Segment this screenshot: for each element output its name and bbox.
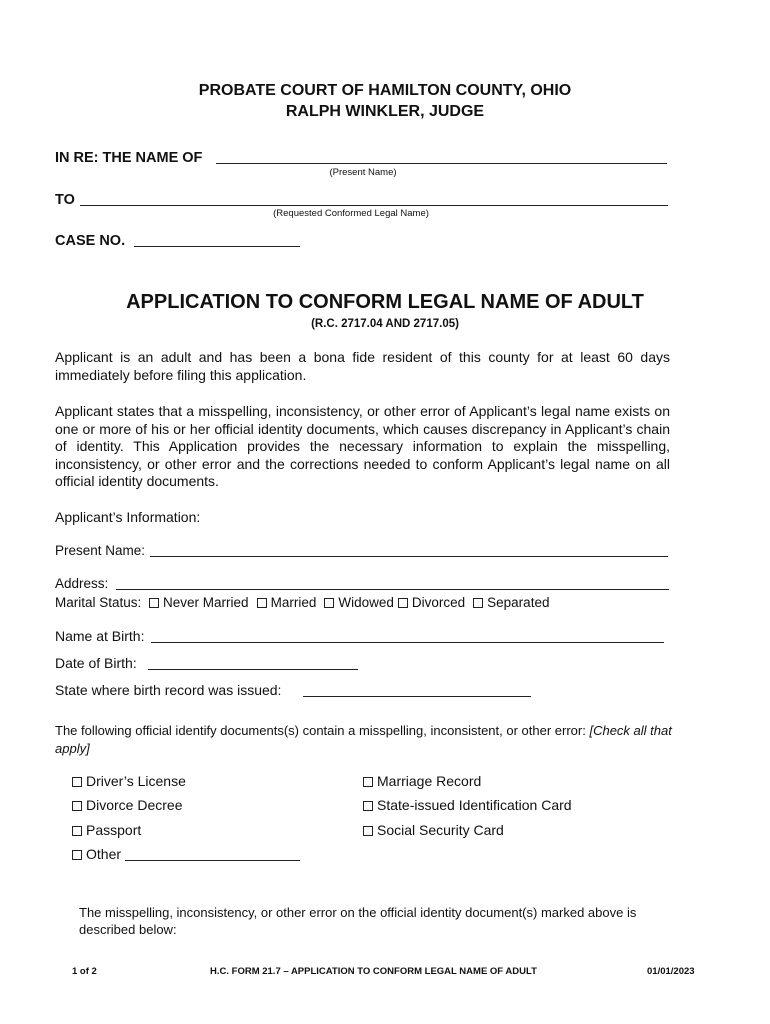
doc-passport[interactable]: Passport — [72, 822, 141, 838]
documents-intro: The following official identify documents(s) contain a misspelling, inconsistent, or other error: [Check all that apply] — [55, 723, 672, 756]
dob-field[interactable] — [148, 669, 358, 670]
marital-married[interactable]: Married — [257, 595, 317, 610]
name-at-birth-label: Name at Birth: — [55, 628, 145, 644]
applicant-info-heading: Applicant’s Information: — [55, 509, 201, 525]
dob-label: Date of Birth: — [55, 655, 137, 671]
court-header — [0, 80, 770, 122]
check-all-note: [Check all that apply] — [55, 723, 672, 756]
in-re-label: IN RE: THE NAME OF — [55, 150, 203, 166]
address-field[interactable] — [116, 589, 669, 590]
checkbox-icon[interactable] — [72, 777, 82, 787]
checkbox-icon[interactable] — [363, 777, 373, 787]
checkbox-icon[interactable] — [72, 801, 82, 811]
doc-other[interactable]: Other — [72, 846, 121, 862]
checkbox-icon[interactable] — [257, 598, 267, 608]
birth-state-label: State where birth record was issued: — [55, 682, 282, 698]
form-footer-name: H.C. FORM 21.7 – APPLICATION TO CONFORM LEGAL NAME OF ADULT — [210, 966, 537, 977]
checkbox-icon[interactable] — [324, 598, 334, 608]
present-name-field[interactable] — [150, 556, 668, 557]
form-date: 01/01/2023 — [647, 966, 695, 977]
marital-widowed[interactable]: Widowed — [324, 595, 394, 610]
doc-social-security-card[interactable]: Social Security Card — [363, 822, 504, 838]
checkbox-icon[interactable] — [398, 598, 408, 608]
marital-never-married[interactable]: Never Married — [149, 595, 249, 610]
to-label: TO — [55, 192, 75, 208]
other-document-field[interactable] — [125, 860, 300, 861]
doc-marriage-record[interactable]: Marriage Record — [363, 773, 481, 789]
statement-paragraph: Applicant states that a misspelling, inconsistency, or other error of Applicant’s legal name exists on one or more of his or her official identity documents, which causes discrepancy in Applicant’s chain of identity. This Application provides the necessary information to explain the misspelling, inconsistency, or other error and the corrections needed to conform Applicant’s legal name on all official identity documents. — [55, 403, 670, 490]
court-name: PROBATE COURT OF HAMILTON COUNTY, OHIO — [198, 82, 572, 99]
name-at-birth-field[interactable] — [151, 642, 664, 643]
present-name-line[interactable] — [216, 163, 667, 164]
checkbox-icon[interactable] — [72, 850, 82, 860]
doc-state-id-card[interactable]: State-issued Identification Card — [363, 797, 572, 813]
form-title: APPLICATION TO CONFORM LEGAL NAME OF ADULT — [126, 291, 644, 313]
error-description-label: The misspelling, inconsistency, or other error on the official identity document(s) marked above is described below: — [79, 905, 637, 937]
present-name-label: Present Name: — [55, 543, 146, 558]
checkbox-icon[interactable] — [72, 826, 82, 836]
case-no-label: CASE NO. — [55, 233, 126, 249]
address-label: Address: — [55, 576, 109, 591]
checkbox-icon[interactable] — [363, 801, 373, 811]
checkbox-icon[interactable] — [363, 826, 373, 836]
birth-state-field[interactable] — [303, 696, 531, 697]
residency-paragraph: Applicant is an adult and has been a bona fide resident of this county for at least 60 days immediately before filing this application. — [55, 349, 670, 383]
marital-divorced[interactable]: Divorced — [398, 595, 465, 610]
judge-name: RALPH WINKLER, JUDGE — [285, 103, 485, 120]
marital-status-label: Marital Status: — [55, 595, 142, 610]
doc-drivers-license[interactable]: Driver’s License — [72, 773, 186, 789]
case-no-line[interactable] — [134, 246, 300, 247]
checkbox-icon[interactable] — [473, 598, 483, 608]
present-name-caption: (Present Name) — [329, 167, 397, 178]
requested-name-caption: (Requested Conformed Legal Name) — [273, 208, 429, 219]
doc-divorce-decree[interactable]: Divorce Decree — [72, 797, 182, 813]
requested-name-line[interactable] — [80, 205, 668, 206]
form-statute: (R.C. 2717.04 AND 2717.05) — [311, 318, 459, 330]
marital-status-row — [55, 595, 557, 610]
checkbox-icon[interactable] — [149, 598, 159, 608]
marital-separated[interactable]: Separated — [473, 595, 549, 610]
page-number: 1 of 2 — [72, 966, 97, 977]
